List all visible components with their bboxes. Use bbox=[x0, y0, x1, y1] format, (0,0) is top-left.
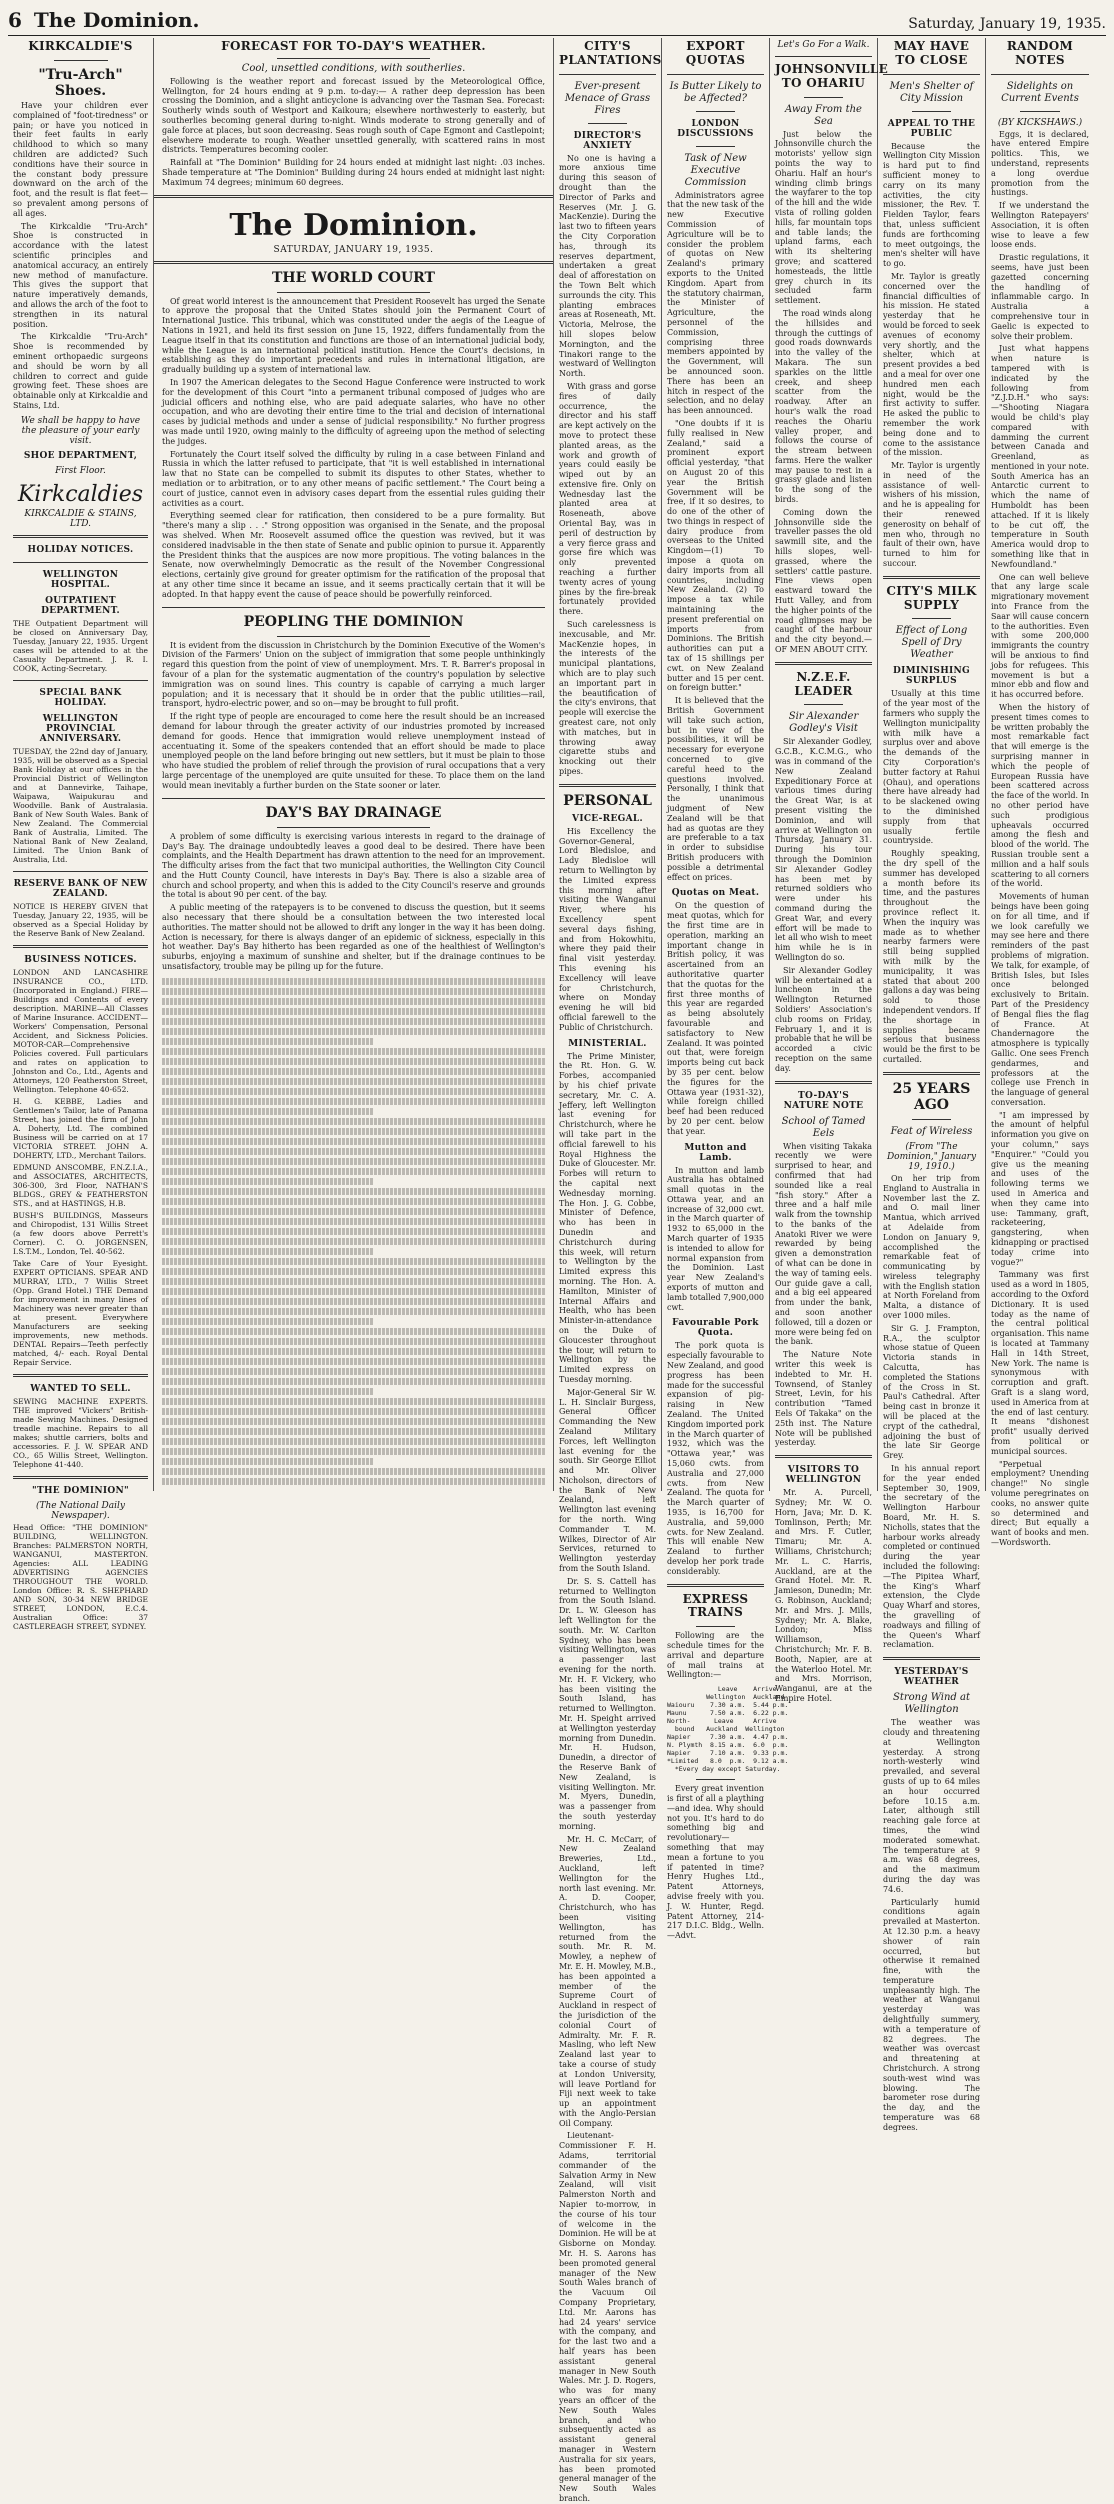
issue-date: Saturday, January 19, 1935. bbox=[908, 16, 1106, 32]
article-paragraph: Mr. Taylor is urgently in need of the assistance of well-wishers of his mission, and he is appealing for their renewed generosity on behalf of men who, through no fault of their own, have turned to him for succour. bbox=[883, 461, 980, 569]
text-line bbox=[162, 1168, 545, 1175]
text-line bbox=[162, 1368, 545, 1375]
column-editorial bbox=[154, 38, 554, 1491]
forecast-subheading: Cool, unsettled conditions, with southerlies. bbox=[241, 62, 466, 74]
article-paragraph: His Excellency the Governor-General, Lord Bledisloe, and Lady Bledisloe will return to Wellington by the Limited express this morning after visiting the Wanganui River, where his Excellency spent several days fishing, and from Hokowhitu, where they paid their final visit yesterday. This evening his Excellency will leave for Christchurch, where on Monday evening he will bid official farewell to the Public of Christchurch. bbox=[559, 826, 656, 1032]
text-line bbox=[162, 1468, 545, 1475]
divider bbox=[696, 1626, 735, 1627]
text-line bbox=[162, 1438, 545, 1445]
column-random-notes bbox=[986, 38, 1094, 1547]
divider bbox=[1020, 111, 1059, 112]
column-mission-weather bbox=[878, 38, 986, 2132]
column-advertisements bbox=[8, 38, 154, 1631]
kirkcaldie-paragraph: Have your children ever complained of "foot-tiredness" or pain; or have you noticed in their feet faults in early childhood to which so many children are addicted? Such conditions have their source in the constant body pressure downward on the arch of the foot, and the result is flat feet—so prevalent among persons of all ages. bbox=[13, 100, 148, 218]
article-paragraph: Administrators agree that the new task of the new Executive Commission of Agriculture will be to consider the problem of quotas on New Zealand's primary exports to the United Kingdom. Apart from the statutory chairman, the Minister of Agriculture, the personnel of the Commission, comprising three members appointed by the Government, will be announced soon. There has been an hitch in respect of the selection, and no delay has been announced. bbox=[667, 190, 764, 416]
forecast-paragraph: Following is the weather report and forecast issued by the Meteorological Office, Wellington, for 24 hours ending at 9 p.m. to-day:— A rather deep depression has been crossing the Dominion, and a slight anticyclone is advancing over the Tasman Sea. Forecast: Southerly winds south of Westport and Kaikoura; elsewhere northwesterly to easterly, but southerlies becoming general during to-night. Winds moderate to strong generally and of gale force at places, but soon decreasing. Seas rough south of Cape Egmont and Castlepoint; elsewhere moderate to rough. Weather unsettled generally, with scattered rains in most districts. Temperatures becoming cooler. bbox=[162, 76, 545, 155]
text-line bbox=[162, 1278, 545, 1285]
wireless-subheading: Feat of Wireless bbox=[890, 1125, 973, 1137]
milk-supply-heading: CITY'S MILK SUPPLY bbox=[886, 583, 977, 612]
divider bbox=[162, 607, 545, 608]
personal-heading: PERSONAL bbox=[563, 792, 652, 809]
article-paragraph: Following are the schedule times for the arrival and departure of mail trains at Wellington:— bbox=[667, 1631, 764, 1680]
divider bbox=[775, 1455, 872, 1458]
divider bbox=[696, 111, 735, 112]
article-paragraph: Coming down the Johnsonville side the traveller passes the old sawmill site, and the hills slopes, well-grassed, where the settlers' cattle pasture. Fine views open eastward toward the Hutt Valley, and from the higher points of the road glimpses may be caught of the harbour and the city beyond.—OF MEN ABOUT CITY. bbox=[775, 507, 872, 655]
divider bbox=[277, 292, 430, 293]
kirkcaldie-paragraph: The Kirkcaldie "Tru-Arch" Shoe is constructed in accordance with the latest scientific principles and anatomical accuracy, an entirely new method of manufacture. This gives the support that nature imperatively demands, and allows the arch of the foot to strengthen in its natural position. bbox=[13, 221, 148, 329]
text-line bbox=[162, 1428, 545, 1435]
mutton-lamb-heading: Mutton and Lamb. bbox=[684, 1142, 747, 1163]
appeal-heading: APPEAL TO THE PUBLIC bbox=[887, 118, 976, 139]
hospital-notice: THE Outpatient Department will be closed on Anniversary Day, Tuesday, January 22, 1935. Urgent cases will be attended to at the Casualty Department. J. R. I. COOK, Acting-Secretary. bbox=[13, 618, 148, 673]
world-court-heading: THE WORLD COURT bbox=[272, 269, 435, 286]
text-line bbox=[162, 978, 545, 985]
text-line bbox=[162, 1068, 545, 1075]
text-line bbox=[162, 1018, 545, 1025]
years-ago-heading: 25 YEARS AGO bbox=[892, 1080, 971, 1113]
text-line bbox=[162, 1138, 545, 1145]
wanted-notice: SEWING MACHINE EXPERTS. THE improved "Vickers" British-made Sewing Machines. Designed treadle machine. Repairs to all makes; shuttle carriers, bolts and accessories. F. J. W. SPEAR AND CO., 65 Willis Street, Wellington. Telephone 41-440. bbox=[13, 1396, 148, 1469]
city-mission-subheading: Men's Shelter of City Mission bbox=[889, 80, 974, 104]
text-line bbox=[162, 1398, 545, 1405]
divider bbox=[912, 111, 951, 112]
divider bbox=[667, 74, 764, 75]
text-line bbox=[162, 1048, 545, 1055]
divider bbox=[154, 261, 553, 264]
text-line bbox=[162, 1358, 545, 1365]
divider bbox=[277, 827, 430, 828]
article-paragraph: Just what happens when nature is tampered with is indicated by the following from "Z.J.D.H." who says:—"Shooting Niagara would be child's play compared with damming the current between Canada and Greenland, as mentioned in your note. South America has an Antarctic current to which the name of Humboldt has been attached. If it is likely to be cut off, the temperature in South America would drop to something like that in Newfoundland." bbox=[991, 344, 1089, 569]
article-paragraph: The weather was cloudy and threatening at Wellington yesterday. A strong north-westerly wind prevailed, and several gusts of up to 64 miles an hour occurred before 10.15 a.m. Later, although still reaching gale force at times, the wind moderated somewhat. The temperature at 9 a.m. was 68 degrees, and the maximum during the day was 74.6. bbox=[883, 1718, 980, 1894]
article-paragraph: Sir Alexander Godley, G.C.B., K.C.M.G., who was in command of the New Zealand Expeditionary Force at various times during the Great War, is at present visiting the Dominion, and will arrive at Wellington on Thursday, January 31. During his tour through the Dominion Sir Alexander Godley has been met by returned soldiers who were under his command during the Great War, and every effort will be made to let all who wish to meet him while he is in Wellington do so. bbox=[775, 737, 872, 962]
article-paragraph: Lieutenant-Commissioner F. H. Adams, territorial commander of the Salvation Army in New Zealand, will visit Palmerston North and Napier to-morrow, in the course of his tour of welcome in the Dominion. He will be at Gisborne on Monday. Mr. H. S. Aarons has been promoted general manager of the New South Wales branch of the Vacuum Oil Company Proprietary, Ltd. Mr. Aarons has had 24 years' service with the company, and for the last two and a half years has been assistant general manager in New South Wales. Mr. J. D. Rogers, who was for many years an officer of the New South Wales branch, and who subsequently acted as assistant general manager in Western Australia for six years, has been promoted general manager of the New South Wales branch. bbox=[559, 2131, 656, 2503]
divider bbox=[883, 74, 980, 75]
article-paragraph: "One doubts if it is fully realised in New Zealand," said a prominent export official yesterday, "that on August 20 of this year the British Government will be free, if it so desires, to do one of the other of two things in respect of dairy produce from overseas to the United Kingdom—(1) To impose a quota on dairy imports from all countries, including New Zealand. (2) To impose a tax while maintaining the present preferential on imports from Dominions. The British authorities can put a tax of 15 shillings per cwt. on New Zealand butter and 15 per cent. on foreign butter." bbox=[667, 418, 764, 693]
text-line bbox=[162, 1448, 545, 1455]
provincial-anniversary-heading: WELLINGTON PROVINCIAL ANNIVERSARY. bbox=[39, 713, 122, 744]
article-paragraph: Drastic regulations, it seems, have just been gazetted concerning the handling of inflammable cargo. In Australia a comprehensive tour in Gaelic is expected to solve their problem. bbox=[991, 253, 1089, 341]
editorial-paragraph: A public meeting of the ratepayers is to be convened to discuss the question, but it seems also necessary that there should be a consultation between the two interested local authorities. The matter should not be allowed to drift any longer in the way it has been doing. Action is necessary, for there is always danger of an epidemic of sickness, especially in this hot weather. Day's Bay hitherto has been regarded as one of the healthiest of Wellington's suburbs, enjoying a maximum of sunshine and shelter, but if the drainage continues to be unsatisfactory, trouble may be piling up for the future. bbox=[162, 903, 545, 972]
reserve-bank-notice: NOTICE IS HEREBY GIVEN that Tuesday, January 22, 1935, will be observed as a Special Holiday by the Reserve Bank of New Zealand. bbox=[13, 901, 148, 938]
editorial-paragraph: Fortunately the Court itself solved the difficulty by ruling in a case between Finland and Russia in which the latter refused to participate, that "it is well established in international law that no State can be compelled to submit its disputes to other States, whether to mediation or to arbitration, or to any other means of pacific settlement." The Court being a court of justice, cannot even in advisory cases depart from the essential rules guiding their activities as a court. bbox=[162, 449, 545, 508]
text-line bbox=[162, 1088, 545, 1095]
dominion-heading: "THE DOMINION" bbox=[31, 1485, 130, 1496]
bank-holiday-heading: SPECIAL BANK HOLIDAY. bbox=[39, 687, 122, 708]
text-line bbox=[162, 1288, 545, 1295]
divider bbox=[588, 123, 627, 124]
text-line bbox=[162, 1158, 545, 1165]
business-notice: H. G. KEBBE, Ladies and Gentlemen's Tailor, late of Panama Street, has joined the firm of John A. Doherty, Ltd. The combined Business will be carried on at 17 VICTORIA STREET. JOHN A. DOHERTY, LTD., Merchant Tailors. bbox=[13, 1096, 148, 1160]
article-paragraph: Sir G. J. Frampton, R.A., the sculptor whose statue of Queen Victoria stands in Calcutta, has completed the Stations of the Cross in St. Paul's Cathedral. After being cast in bronze it will be placed at the crypt of the cathedral, adjoining the bust of the late Sir George Grey. bbox=[883, 1323, 980, 1461]
plantations-subheading-2: DIRECTOR'S ANXIETY bbox=[573, 130, 642, 151]
article-paragraph: Major-General Sir W. L. H. Sinclair Burgess, General Officer Commanding the New Zealand Military Forces, left Wellington last evening for the south. Sir George Elliot and Mr. Oliver Nicholson, directors of the Bank of New Zealand, left Wellington last evening for the north. Wing Commander T. M. Wilkes, Director of Air Services, returned to Wellington yesterday from the South Island. bbox=[559, 1387, 656, 1574]
divider bbox=[154, 195, 553, 198]
editorial-body bbox=[154, 268, 553, 1491]
text-line bbox=[162, 1238, 545, 1245]
text-line bbox=[162, 1178, 373, 1185]
walk-kicker: Let's Go For a Walk. bbox=[777, 40, 870, 50]
shoe-department: SHOE DEPARTMENT, bbox=[23, 450, 138, 461]
divider bbox=[775, 56, 872, 57]
text-line bbox=[162, 1128, 545, 1135]
london-discussions-heading: LONDON DISCUSSIONS bbox=[677, 118, 754, 139]
article-paragraph: With grass and gorse fires of daily occurrence, the director and his staff are kept actively on the move to protect these planted areas, as the work and growth of years could easily be wiped out by an extensive fire. Only on Wednesday last the planted area at Roseneath, above Oriental Bay, was in peril of destruction by a very fierce grass and gorse fire which was only prevented reaching a further twenty acres of young pines by the fire-break fortunately provided there. bbox=[559, 381, 656, 617]
divider bbox=[804, 704, 843, 705]
johnsonville-heading: JOHNSONVILLE TO OHARIU bbox=[775, 62, 889, 90]
article-paragraph: One can well believe that any large scale migrationary movement into France from the Saar will cause concern to the authorities. Even with some 200,000 immigrants the country will be anxious to find jobs for refugees. This movement is but a minor ebb and flow and it has occurred before. bbox=[991, 572, 1089, 700]
holiday-notices-heading: HOLIDAY NOTICES. bbox=[27, 544, 134, 555]
article-paragraph: Particularly humid conditions again prevailed at Masterton. At 12.30 p.m. a heavy shower of rain occurred, but otherwise it remained fine, with the temperature unpleasantly high. The weather at Wanganui yesterday was delightfully summery, with a temperature of 82 degrees. The weather was overcast and threatening at Christchurch. A strong south-west wind was blowing. The barometer rose during the day, and the temperature was 68 degrees. bbox=[883, 1897, 980, 2132]
divider bbox=[13, 1476, 148, 1479]
text-line bbox=[162, 1228, 545, 1235]
vice-regal-heading: VICE-REGAL. bbox=[572, 813, 643, 824]
divider bbox=[13, 535, 148, 538]
divider bbox=[991, 74, 1089, 75]
kirkcaldie-signature-logo: Kirkcaldies bbox=[17, 481, 144, 507]
nature-note-subheading: School of Tamed Eels bbox=[781, 1115, 866, 1139]
article-paragraph: Mr. Taylor is greatly concerned over the financial difficulties of his mission. He stated yesterday that he would be forced to seek avenues of economy very shortly, and the shelter, which at present provides a bed and a meal for over one hundred men each night, would be the first activity to suffer. He asked the public to remember the work being done and to come to the assistance of the mission. bbox=[883, 271, 980, 458]
text-line bbox=[162, 1418, 545, 1425]
business-notice: LONDON AND LANCASHIRE INSURANCE CO., LTD. (Incorporated in England.) FIRE—Buildings and Contents of every description. MARINE—All Classes of Marine Insurance. ACCIDENT—Workers' Compensation, Personal Accident, and Sickness Policies. MOTOR-CAR—Comprehensive Policies covered. Full particulars and rates on application to Johnston and Co., Ltd., Agents and Attorneys, 120 Featherston Street, Wellington. Telephone 40-652. bbox=[13, 967, 148, 1094]
editorial-paragraph: If the right type of people are encouraged to come here the result should be an increased demand for labour through the greater activity of our industries promoted by increased demand for goods. Hence that immigration would relieve unemployment instead of accentuating it. Some of the speakers contended that an effort should be made to place unemployed people on the land before bringing out new settlers, but it must be plain to those who have studied the problem of relief through the provision of rural occupations that a very large percentage of the unemployed are quite unsuited for these. To place them on the land would mean inevitably a further burden on the State sooner or later. bbox=[162, 712, 545, 790]
first-floor: First Floor. bbox=[55, 465, 106, 476]
business-notice: EDMUND ANSCOMBE, F.N.Z.I.A., and ASSOCIATES, ARCHITECTS, 306-300, 3rd Floor, NATHAN'S BLDGS., GREY & FEATHERSTON STS., and at HASTINGS, H.B. bbox=[13, 1162, 148, 1208]
divider bbox=[696, 146, 735, 147]
divider bbox=[883, 1657, 980, 1660]
forecast-paragraph: Rainfall at "The Dominion" Building for 24 hours ended at midnight last night: .03 inches. Shade temperature at "The Dominion" Building during 24 hours ended at midnight last night: Maximum 74 degrees; minimum 60 degrees. bbox=[162, 158, 545, 187]
divider bbox=[559, 784, 656, 787]
article-paragraph: Roughly speaking, the dry spell of the summer has developed a month before its time, and the pastures throughout the province reflect it. When the inquiry was made as to whether nearby farmers were still being supplied with milk by the municipality, it was stated that about 200 gallons a day was being sold to those independent vendors. If the shortage in supplies became serious that business would be the first to be curtailed. bbox=[883, 849, 980, 1064]
editorial-date: SATURDAY, JANUARY 19, 1935. bbox=[273, 244, 434, 255]
column-walk-visitors bbox=[770, 38, 889, 1703]
wanted-to-sell-heading: WANTED TO SELL. bbox=[30, 1383, 131, 1394]
article-paragraph: Movements of human beings have been going on for all time, and if we look carefully we may see here and there reminders of the past problems of migration. We talk, for example, of British Isles, but Isles once belonged exclusively to Britain. Part of the Presidency of Bengal flies the flag of France. At Chandernagore the atmosphere is typically Gallic. One sees French gendarmes, and professors at the college use French in the language of general conversation. bbox=[991, 892, 1089, 1107]
text-line bbox=[162, 988, 545, 995]
divider bbox=[13, 871, 148, 872]
article-paragraph: Such carelessness is inexcusable, and Mr. MacKenzie hopes, in the interests of the municipal plantations, which are to play such an important part in the beautification of the city's environs, that people will exercise the greatest care, not only with matches, but in throwing away cigarette stubs and knocking out their pipes. bbox=[559, 620, 656, 776]
article-paragraph: In mutton and lamb Australia has obtained small quotas in the Ottawa year, and an increase of 32,000 cwt. in the March quarter of 1932 to 65,000 in the March quarter of 1935 is intended to allow for normal expansion from the Dominion. Last year New Zealand's exports of mutton and lamb totalled 7,900,000 cwt. bbox=[667, 1165, 764, 1312]
article-paragraph: The road winds along the hillsides and through the cuttings of good roads downwards into the valley of the Makara. The sun sparkles on the little creek, and sheep scatter from the roadway. After an hour's walk the road reaches the Ohariu valley proper, and follows the course of the stream between farms. Here the walker may pause to rest in a grassy glade and listen to the song of the birds. bbox=[775, 308, 872, 505]
article-paragraph: Sir Alexander Godley will be entertained at a luncheon in the Wellington Returned Soldiers' Association's club rooms on Friday, February 1, and it is probable that he will be accorded a civic reception on the same day. bbox=[775, 965, 872, 1073]
text-line bbox=[162, 1028, 545, 1035]
text-line bbox=[162, 998, 545, 1005]
text-line bbox=[162, 1108, 373, 1115]
ministerial-heading: MINISTERIAL. bbox=[568, 1038, 647, 1049]
editorial-masthead: The Dominion. bbox=[229, 207, 478, 243]
column-plantations-personal bbox=[554, 38, 662, 2503]
outpatient-heading: OUTPATIENT DEPARTMENT. bbox=[41, 595, 120, 616]
forecast-heading: FORECAST FOR TO-DAY'S WEATHER. bbox=[221, 39, 486, 53]
strong-wind-subheading: Strong Wind at Wellington bbox=[893, 1692, 970, 1716]
divider bbox=[696, 1779, 735, 1780]
article-paragraph: "I am impressed by the amount of helpful information you give on your column," says "Enquirer." "Could you give us the meaning and uses of the following terms we used in America and when they came into use: Tammany, graft, racketeering, gangstering, when kidnapping or practised today crime into vogue?" bbox=[991, 1110, 1089, 1267]
nature-note-heading: TO-DAY'S NATURE NOTE bbox=[783, 1090, 864, 1111]
text-line bbox=[162, 1208, 545, 1215]
text-line bbox=[162, 1058, 545, 1065]
firm-name: KIRKCALDIE & STAINS, LTD. bbox=[24, 508, 137, 529]
editorial-paragraph: Of great world interest is the announcement that President Roosevelt has urged the Senate to approve the proposal that the United States should join the Permanent Court of International Justice. This tribunal, which was constituted under the aegis of the League of Nations in 1921, and held its first session on June 15, 1922, differs fundamentally from the League itself in that its constitution and functions are those of an international judicial body, while the League is an international political institution. Hence the Court's decisions, in establishing as they do important precedents and rules in international litigation, are gradually building up a system of international law. bbox=[162, 296, 545, 375]
page-number: 6 bbox=[8, 8, 22, 32]
article-paragraph: If we understand the Wellington Ratepayers' Association, it is often wise to leave a few loose ends. bbox=[991, 201, 1089, 250]
page-header bbox=[8, 6, 1106, 36]
editorial-paragraph: It is evident from the discussion in Christchurch by the Dominion Executive of the Women's Division of the Farmers' Union on the subject of immigration that some people unthinkingly regard this question from the point of view of unemployment. Mrs. T. R. Barrer's proposal in favour of a plan for the systematic augmentation of the country's population by selective immigration was on sound lines. This country is capable of carrying a much larger population; and it is necessary that it should be in order that the public utilities—rail, transport, hydro-electric power, and so on—may be brought to full profit. bbox=[162, 640, 545, 709]
text-line bbox=[162, 1308, 545, 1315]
text-line bbox=[162, 1008, 545, 1015]
text-line bbox=[162, 1478, 545, 1485]
text-line bbox=[162, 1188, 545, 1195]
article-paragraph: It is believed that the British Government will take such action, but in view of the possibilities, it will be necessary for everyone concerned to give careful heed to the questions involved. Personally, I think that the unanimous judgment of New Zealand will be that had as quotas are they are preferable to a tax in order to subsidise British producers with possible a detrimental effect on prices. bbox=[667, 696, 764, 882]
article-paragraph: The pork quota is especially favourable to New Zealand, and good progress has been made for the successful expansion of pig-raising in New Zealand. The United Kingdom imported pork in the March quarter of 1932, which was the "Ottawa year," was 15,060 cwts. from Australia and 27,000 cwts. from New Zealand. The quota for the March quarter of 1935, is 16,700 for Australia, and 59,000 cwts. for New Zealand. This will enable New Zealand to further develop her pork trade considerably. bbox=[667, 1341, 765, 1576]
may-have-to-close-heading: MAY HAVE TO CLOSE bbox=[893, 39, 970, 67]
nzef-leader-heading: N.Z.E.F. LEADER bbox=[794, 669, 853, 698]
business-notice: Take Care of Your Eyesight. EXPERT OPTICIANS. SPEAR AND MURRAY, LTD., 7 Willis Street (Opp. Grand Hotel.) THE Demand for improvement in many lines of Machinery was never greater than at present. Everywhere Manufacturers are seeking improvements, new methods. DENTAL Repairs—Teeth perfectly matched, 4/- each. Royal Dental Repair Service. bbox=[13, 1258, 148, 1367]
text-line bbox=[162, 1268, 545, 1275]
article-paragraph: When the history of present times comes to be written probably the most remarkable fact that will emerge is the surprising manner in which the people of European Russia have been scattered across the face of the world. In no other period have such prodigious upheavals occurred among the flesh and blood of the world. The Russian trouble sent a million and a half souls scattering to all corners of the world. bbox=[991, 703, 1089, 889]
kirkcaldie-subheading: "Tru-Arch" Shoes. bbox=[38, 66, 123, 99]
quotas-meat-heading: Quotas on Meat. bbox=[671, 888, 760, 899]
article-paragraph: "Perpetual employment? Unending change!" No single volume peregrinates on cooks, no answer quite so determined and direct; But equally a want of books and men.—Wordsworth. bbox=[991, 1459, 1089, 1547]
text-line bbox=[162, 1118, 545, 1125]
text-continuation bbox=[162, 975, 545, 1491]
article-paragraph: Mr. A. Purcell, Sydney; Mr. W. O. Horn, Java; Mr. D. K. Tomlinson, Perth; Mr. and Mrs. F. Cutler, Timaru; Mr. A. Williams, Christchurch; Mr. L. C. Harris, Auckland, are at the Grand Hotel. Mr. R. Jamieson, Dunedin; Mr. G. Robinson, Auckland; Mr. and Mrs. J. Mills, Sydney; Mr. A. Blake, London; Miss Williamson, Christchurch; Mr. F. B. Booth, Napier, are at the Waterloo Hotel. Mr. and Mrs. Morrison, Wanganui, are at the Empire Hotel. bbox=[775, 1488, 872, 1703]
editorial-paragraph: In 1907 the American delegates to the Second Hague Conference were instructed to work for the development of this Court "into a permanent tribunal composed of judges who are judicial officers and nothing else, who are paid adequate salaries, who have no other occupation, and who are devoting their entire time to the trial and decision of international cases by judicial methods and under a sense of judicial responsibility." No further progress was made until 1920, owing mainly to the difficulty of agreeing upon the method of selecting the judges. bbox=[162, 378, 545, 446]
yesterdays-weather-heading: YESTERDAY'S WEATHER bbox=[894, 1667, 969, 1688]
article-paragraph: Usually at this time of the year most of the farmers who supply the Wellington municipality with milk have a surplus over and above the demands of the City Corporation's butter factory at Rahui (Ohau), and operations there have already had to be slackened owing to the diminished supply from that usually fertile countryside. bbox=[883, 689, 980, 846]
text-line bbox=[162, 1218, 545, 1225]
editorial-paragraph: A problem of some difficulty is exercising various interests in regard to the drainage of Day's Bay. The drainage undoubtedly leaves a good deal to be desired. There have been complaints, and the Health Department has drawn attention to the need for an improvement. The difficulty arises from the fact that two municipal authorities, the Wellington City Council and the Hutt County Council, have interests in Day's Bay. There is also a sizable area of church and school property, and when this is added to the City Council's reserve and grounds the total is about 90 per cent. of the bay. bbox=[162, 831, 545, 900]
pork-quota-heading: Favourable Pork Quota. bbox=[672, 1318, 759, 1339]
train-timetable: Leave Arrive Wellington Auckland Waiouru 7.30 a.m. 5.44 p.m. Maunu 7.50 a.m. 6.22 p.m. North- Leave Arrive bound Auckland Wellington Napier 7.30 a.m. 4.47 p.m. N. Plymth 8.15 a.m. 6.0 p.m. Napier 7.10 a.m. 9.33 p.m. *Limited 8.0 p.m. 9.12 a.m. *Every day except Saturday. bbox=[667, 1685, 789, 1774]
text-line bbox=[162, 1098, 545, 1105]
article-paragraph: On the question of meat quotas, which for the first time are in operation, marking an important change in British policy, it was ascertained from an authoritative quarter that the quotas for the first three months of this year are regarded as being absolutely favourable and satisfactory to New Zealand. It was pointed out that, were foreign imports being cut back by 35 per cent. below the figures for the Ottawa year (1931-32), while foreign chilled beef had been reduced by 20 per cent. below that year. bbox=[667, 901, 764, 1136]
article-paragraph: The Prime Minister, the Rt. Hon. G. W. Forbes, accompanied by his chief private secretary, Mr. C. A. Jeffery, left Wellington last evening for Christchurch, where he will take part in the official farewell to his Royal Highness the Duke of Gloucester. Mr. Forbes will return to the capital next Wednesday morning. The Hon. J. G. Cobbe, Minister of Defence, who has been in Dunedin and Christchurch during this week, will return to Wellington by the Limited express this morning. The Hon. A. Hamilton, Minister of Internal Affairs and Health, who has been Minister-in-attendance on the Duke of Gloucester throughout the tour, will return to Wellington by the Limited express on Tuesday morning. bbox=[559, 1051, 656, 1384]
export-quotas-subheading: Is Butter Likely to be Affected? bbox=[669, 80, 762, 104]
milk-supply-subheading: Effect of Long Spell of Dry Weather bbox=[895, 625, 968, 661]
plantations-heading: CITY'S PLANTATIONS bbox=[559, 39, 662, 67]
article-paragraph: Mr. H. C. McCarr, of New Zealand Breweries, Ltd., Auckland, left Wellington for the north last evening. Mr. A. D. Cooper, Christchurch, who has been visiting Wellington, has returned from the south. Mr. R. M. Mowley, a nephew of Mr. E. H. Mowley, M.B., has been appointed a member of the Supreme Court of Auckland in respect of the jurisdiction of the colonial Court of Admiralty. Mr. F. R. Masling, who left New Zealand last year to take a course of study at London University, will leave Portland for Fiji next week to take up an appointment with the Anglo-Persian Oil Company. bbox=[559, 1834, 656, 2128]
editorial-body-full bbox=[154, 268, 553, 1491]
article-paragraph: Dr. S. S. Cattell has returned to Wellington from the South Island. Dr. L. W. Gleeson has left Wellington for the south. Mr. W. Carlton Sydney, who has been visiting Wellington, was a passenger last evening for the north. Mr. H. F. Vickery, who has been visiting the South Island, has returned to Wellington. Mr. H. Speight arrived at Wellington yesterday morning from Dunedin. Mr. H. Hudson, Dunedin, a director of the Reserve Bank of New Zealand, is visiting Wellington. Mr. M. Myers, Dunedin, was a passenger from the south yesterday morning. bbox=[559, 1576, 656, 1831]
text-line bbox=[162, 1038, 373, 1045]
text-line bbox=[162, 1328, 545, 1335]
johnsonville-subheading: Away From the Sea bbox=[785, 103, 862, 127]
divider bbox=[162, 798, 545, 799]
text-line bbox=[162, 1458, 373, 1465]
divider bbox=[13, 680, 148, 681]
divider bbox=[13, 1374, 148, 1377]
divider bbox=[912, 618, 951, 619]
article-paragraph: Eggs, it is declared, have entered Empire politics. This, we understand, represents a long overdue promotion from the hustings. bbox=[991, 129, 1089, 198]
text-line bbox=[162, 1148, 545, 1155]
divider bbox=[775, 1081, 872, 1084]
divider bbox=[883, 576, 980, 579]
random-notes-subheading: Sidelights on Current Events bbox=[1001, 80, 1079, 104]
article-paragraph: The Nature Note writer this week is indebted to Mr. H. Townsend, of Stanley Street, Levin, for his contribution "Tamed Eels Of Takaka" on the 25th inst. The Nature Note will be published yesterday. bbox=[775, 1350, 872, 1448]
divider bbox=[804, 97, 843, 98]
text-line bbox=[162, 1378, 545, 1385]
random-notes-byline: (BY KICKSHAWS.) bbox=[997, 117, 1083, 128]
divider bbox=[559, 74, 656, 75]
dominion-subheading: (The National Daily Newspaper). bbox=[36, 1500, 125, 1521]
column-export-quotas bbox=[662, 38, 789, 1941]
divider bbox=[277, 58, 430, 59]
divider bbox=[13, 562, 148, 563]
advertisement-paragraph: Every great invention is first of all a plaything—and idea. Why should not you. It's hard to do something big and revolutionary—something that may mean a fortune to you if patented in time? Henry Hughes Ltd., Patent Attorneys, advise freely with you. J. W. Hunter, Regd. Patent Attorney, 214-217 D.I.C. Bldg., Welln.—Advt. bbox=[667, 1784, 764, 1941]
bank-holiday-notice: TUESDAY, the 22nd day of January, 1935, will be observed as a Special Bank Holiday at our offices in the Provincial District of Wellington and at Dannevirke, Taihape, Waipawa, Waipukurau and Woodville. Bank of Australasia. Bank of New South Wales. Bank of New Zealand. The Commercial Bank of Australia, Limited. The National Bank of New Zealand, Limited. The Union Bank of Australia, Ltd. bbox=[13, 746, 148, 864]
masthead-small: The Dominion. bbox=[33, 8, 200, 32]
text-line bbox=[162, 1388, 373, 1395]
text-line bbox=[162, 1298, 545, 1305]
text-line bbox=[162, 1248, 373, 1255]
editorial-paragraph: Everything seemed clear for ratification, then considered to be a pure formality. But "there's many a slip . . ." Strong opposition was organised in the Senate, and the proposal was shelved. When Mr. Roosevelt assumed office the question was revived, but it was considered inadvisable in the then state of Senate and public opinion to pursue it. Apparently the President thinks that the auspices are now more propitious. The voting balances in the Senate, now overwhelmingly Democratic as the result of the November Congressional elections, certainly give ground for greater optimism for the ratification of the proposal that at any other time since it became an issue, and it seems practically certain that it will be adopted. In that happy event the cause of peace should be powerfully reinforced. bbox=[162, 511, 545, 599]
text-line bbox=[162, 1348, 545, 1355]
text-line bbox=[162, 1318, 373, 1325]
article-paragraph: On her trip from England to Australia in November last the Z. and O. mail liner Mantua, which arrived at Adelaide from London on January 9, accomplished the remarkable feat of communicating by wireless telegraphy with the English station at North Foreland from Malta, a distance of over 1000 miles. bbox=[883, 1173, 980, 1321]
divider bbox=[54, 60, 108, 61]
article-paragraph: No one is having a more anxious time during this season of drought than the Director of Parks and Reserves (Mr. J. G. MacKenzie). During the last two to fifteen years the City Corporation has, through its reserves department, undertaken a great deal of afforestation on the Town Belt which surrounds the city. This planting embraces areas at Roseneath, Mt. Victoria, Melrose, the hill slopes below Mornington, and the Tinakori range to the westward of Wellington North. bbox=[559, 153, 657, 379]
express-trains-heading: EXPRESS TRAINS bbox=[682, 1591, 749, 1620]
hospital-heading: WELLINGTON HOSPITAL. bbox=[42, 569, 119, 590]
export-quotas-heading: EXPORT QUOTAS bbox=[685, 39, 746, 67]
divider bbox=[912, 1119, 951, 1120]
divider bbox=[667, 1584, 764, 1587]
text-line bbox=[162, 1338, 545, 1345]
visitors-heading: VISITORS TO WELLINGTON bbox=[785, 1465, 862, 1486]
offices-notice: Head Office: "THE DOMINION" BUILDING, WELLINGTON. Branches: PALMERSTON NORTH, WANGANUI, MASTERTON. Agencies: ALL LEADING ADVERTISING AGENCIES THROUGHOUT THE WORLD. London Office: R. S. SHEPHARD AND SON, 30-34 NEW BRIDGE STREET, LONDON, E.C.4. Australian Office: 37 CASTLEREAGH STREET, SYDNEY. bbox=[13, 1522, 148, 1631]
forecast-box bbox=[154, 38, 553, 191]
kirkcaldie-invitation: We shall be happy to have the pleasure of your early visit. bbox=[20, 415, 141, 446]
kirkcaldie-paragraph: The Kirkcaldie "Tru-Arch" Shoe is recommended by eminent orthopaedic surgeons and should be worn by all children to correct and guide growing feet. These shoes are obtainable only at Kirkcaldie and Stains, Ltd. bbox=[13, 332, 148, 410]
article-paragraph: Tammany was first used as a word in 1805, according to the Oxford Dictionary. It is used today as the name of the central political organisation. This name is located at Tammany Hall in 14th Street, New York. The name is synonymous with corruption and graft. Graft is a slang word, used in America from at the end of last century. It means "dishonest profit" usually derived from political or municipal sources. bbox=[991, 1270, 1089, 1456]
divider bbox=[13, 945, 148, 948]
random-notes-heading: RANDOM NOTES bbox=[1006, 39, 1074, 67]
kirkcaldie-heading: KIRKCALDIE'S bbox=[28, 39, 133, 53]
diminishing-surplus-heading: DIMINISHING SURPLUS bbox=[892, 666, 971, 687]
years-ago-source: (From "The Dominion," January 19, 1910.) bbox=[886, 1141, 977, 1172]
article-paragraph: Because the Wellington City Mission is hard put to find sufficient money to carry on its many activities, the city missioner, the Rev. T. Fielden Taylor, fears that, unless sufficient funds are forthcoming to meet outgoings, the men's shelter will have to go. bbox=[883, 141, 980, 269]
business-notice: BUSH'S BUILDINGS, Masseurs and Chiropodist, 131 Willis Street (a few doors above Perrett's Corner). C. O. JORGENSEN, I.S.T.M., London, Tel. 40-562. bbox=[13, 1210, 148, 1256]
nzef-subheading: Sir Alexander Godley's Visit bbox=[788, 711, 859, 735]
article-paragraph: When visiting Takaka recently we were surprised to hear, and confirmed that had sounded like a real "fish story." After a three and a half mile walk from the township to the banks of the Anatoki River we were rewarded by being given a demonstration of what can be done in the way of taming eels. Our guide gave a call, and a big eel appeared from under the bank, and soon another followed, till a dozen or more were being fed on the bank. bbox=[775, 1141, 872, 1347]
divider bbox=[883, 1072, 980, 1075]
plantations-subheading: Ever-present Menace of Grass Fires bbox=[564, 80, 651, 116]
business-notices-heading: BUSINESS NOTICES. bbox=[24, 954, 137, 965]
reserve-bank-heading: RESERVE BANK OF NEW ZEALAND. bbox=[13, 878, 148, 899]
divider bbox=[775, 662, 872, 665]
text-line bbox=[162, 1408, 545, 1415]
article-paragraph: Just below the Johnsonville church the motorists' yellow sign points the way to Ohariu. Half an hour's winding climb brings the wayfarer to the top of the hill and the wide vista of rolling golden hills, far mountain tops and table lands; the upland farms, each with its sheltering grove; and scattered homesteads, the little grey church in its secluded farm settlement. bbox=[775, 129, 872, 306]
peopling-heading: PEOPLING THE DOMINION bbox=[243, 613, 464, 630]
divider bbox=[277, 636, 430, 637]
days-bay-heading: DAY'S BAY DRAINAGE bbox=[265, 804, 442, 821]
text-line bbox=[162, 1078, 545, 1085]
text-line bbox=[162, 1198, 545, 1205]
commission-subheading: Task of New Executive Commission bbox=[684, 152, 747, 188]
text-line bbox=[162, 1258, 545, 1265]
article-paragraph: In his annual report for the year ended September 30, 1909, the secretary of the Wellington Harbour Board, Mr. H. S. Nicholls, states that the harbour works already completed or continued during the year included the following:—The Pipitea Wharf, the King's Wharf extension, the Clyde Quay Wharf and stores, the gravelling of roadways and filling of the Queen's Wharf reclamation. bbox=[883, 1464, 980, 1650]
